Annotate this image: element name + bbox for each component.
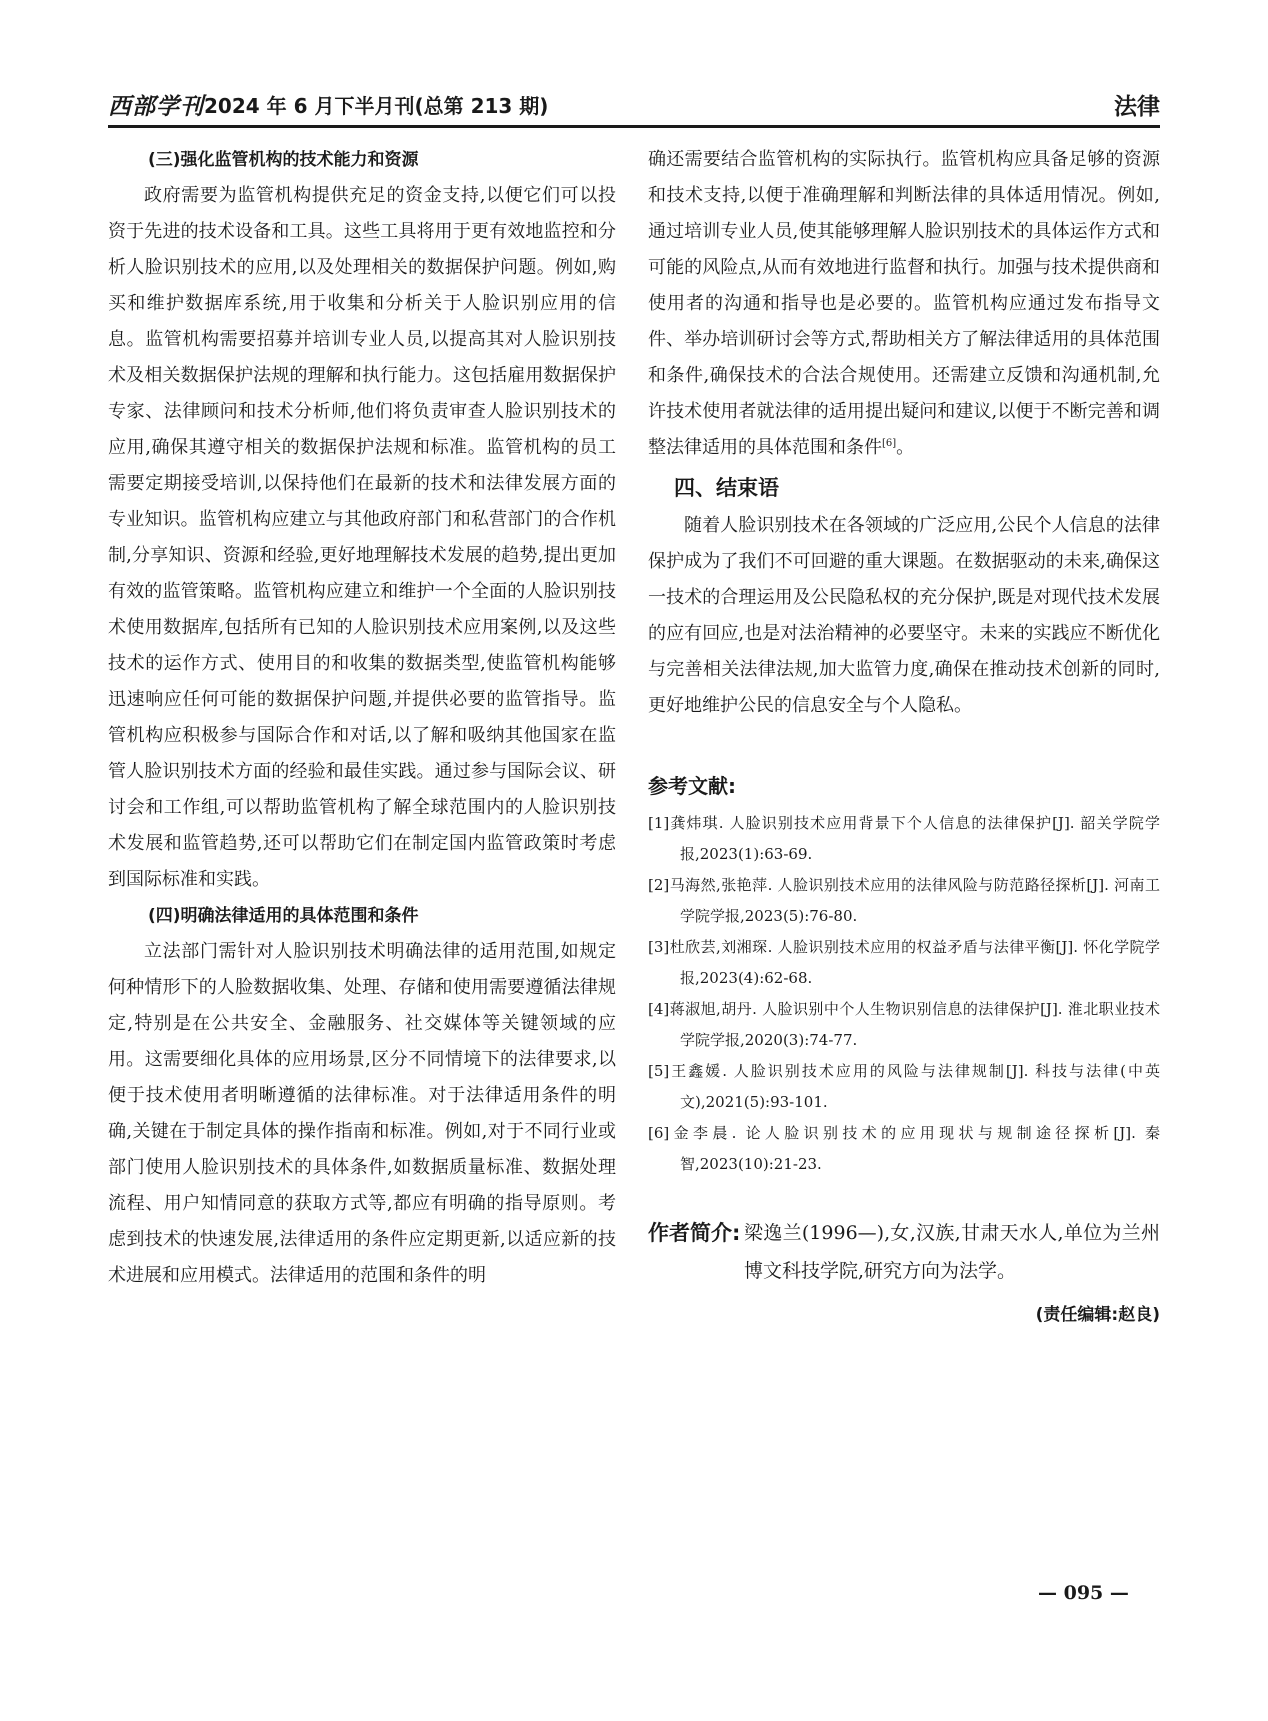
- paragraph-continued: [648, 142, 1160, 466]
- conclusion-paragraph: 随着人脸识别技术在各领域的广泛应用,公民个人信息的法律保护成为了我们不可回避的重大课题。在数据驱动的未来,确保这一技术的合理运用及公民隐私权的充分保护,既是对现代技术发展的应有回应,也是对法治精神的必要坚守。未来的实践应不断优化与完善相关法律法规,加大监管力度,确保在推动技术创新的同时,更好地维护公民的信息安全与个人隐私。: [648, 515, 1160, 716]
- conclusion-heading: 四、结束语: [674, 476, 779, 500]
- reference-1: [1]龚炜琪. 人脸识别技术应用背景下个人信息的法律保护[J]. 韶关学院学报,2023(1):63-69.: [648, 814, 1160, 863]
- paragraph-continued-end: 。: [896, 437, 915, 458]
- paragraph-3: 政府需要为监管机构提供充足的资金支持,以便它们可以投资于先进的技术设备和工具。这些工具将用于更有效地监控和分析人脸识别技术的应用,以及处理相关的数据保护问题。例如,购买和维护数据库系统,用于收集和分析关于人脸识别应用的信息。监管机构需要招募并培训专业人员,以提高其对人脸识别技术及相关数据保护法规的理解和执行能力。这包括雇用数据保护专家、法律顾问和技术分析师,他们将负责审查人脸识别技术的应用,确保其遵守相关的数据保护法规和标准。监管机构的员工需要定期接受培训,以保持他们在最新的技术和法律发展方面的专业知识。监管机构应建立与其他政府部门和私营部门的合作机制,分享知识、资源和经验,更好地理解技术发展的趋势,提出更加有效的监管策略。监管机构应建立和维护一个全面的人脸识别技术使用数据库,包括所有已知的人脸识别技术应用案例,以及这些技术的运作方式、使用目的和收集的数据类型,使监管机构能够迅速响应任何可能的数据保护问题,并提供必要的监管指导。监管机构应积极参与国际合作和对话,以了解和吸纳其他国家在监管人脸识别技术方面的经验和最佳实践。通过参与国际会议、研讨会和工作组,可以帮助监管机构了解全球范围内的人脸识别技术发展和监管趋势,还可以帮助它们在制定国内监管政策时考虑到国际标准和实践。: [108, 185, 616, 890]
- paragraph-4: 立法部门需针对人脸识别技术明确法律的适用范围,如规定何种情形下的人脸数据收集、处理、存储和使用需要遵循法律规定,特别是在公共安全、金融服务、社交媒体等关键领域的应用。这需要细化具体的应用场景,区分不同情境下的法律要求,以便于技术使用者明晰遵循的法律标准。对于法律适用条件的明确,关键在于制定具体的操作指南和标准。例如,对于不同行业或部门使用人脸识别技术的具体条件,如数据质量标准、数据处理流程、用户知情同意的获取方式等,都应有明确的指导原则。考虑到技术的快速发展,法律适用的条件应定期更新,以适应新的技术进展和应用模式。法律适用的范围和条件的明: [108, 941, 616, 1286]
- section-heading-3: (三)强化监管机构的技术能力和资源: [148, 150, 419, 170]
- references-title: 参考文献:: [648, 774, 736, 798]
- paragraph-continued-text: 确还需要结合监管机构的实际执行。监管机构应具备足够的资源和技术支持,以便于准确理解和判断法律的具体适用情况。例如,通过培训专业人员,使其能够理解人脸识别技术的具体运作方式和可能的风险点,从而有效地进行监督和执行。加强与技术提供商和使用者的沟通和指导也是必要的。监管机构应通过发布指导文件、举办培训研讨会等方式,帮助相关方了解法律适用的具体范围和条件,确保技术的合法合规使用。还需建立反馈和沟通机制,允许技术使用者就法律的适用提出疑问和建议,以便于不断完善和调整法律适用的具体范围和条件: [648, 149, 1160, 458]
- citation-6: [6]: [882, 438, 897, 449]
- section-name: 法律: [1114, 94, 1160, 120]
- reference-6: [6]金李晨. 论人脸识别技术的应用现状与规制途径探析[J]. 秦智,2023(10):21-23.: [648, 1124, 1160, 1173]
- author-label: 作者简介:: [648, 1221, 741, 1245]
- right-column: [648, 142, 1160, 1325]
- reference-2: [2]马海然,张艳萍. 人脸识别技术应用的法律风险与防范路径探析[J]. 河南工学院学报,2023(5):76-80.: [648, 876, 1160, 925]
- reference-5: [5]王鑫媛. 人脸识别技术应用的风险与法律规制[J]. 科技与法律(中英文),2021(5):93-101.: [648, 1062, 1160, 1111]
- reference-3: [3]杜欣芸,刘湘琛. 人脸识别技术应用的权益矛盾与法律平衡[J]. 怀化学院学报,2023(4):62-68.: [648, 938, 1160, 987]
- page-number: — 095 —: [1038, 1582, 1129, 1604]
- page-header: [108, 82, 1160, 122]
- journal-logo: 西部学刊: [108, 93, 204, 120]
- reference-4: [4]蒋淑旭,胡丹. 人脸识别中个人生物识别信息的法律保护[J]. 淮北职业技术学院学报,2020(3):74-77.: [648, 1000, 1160, 1049]
- header-rule: [108, 125, 1160, 128]
- left-column: [108, 142, 616, 1294]
- issue-info: 2024 年 6 月下半月刊(总第 213 期): [204, 94, 549, 118]
- author-bio: [648, 1214, 1160, 1290]
- section-heading-4: (四)明确法律适用的具体范围和条件: [148, 906, 419, 926]
- author-text: 梁逸兰(1996—),女,汉族,甘肃天水人,单位为兰州博文科技学院,研究方向为法学。: [744, 1222, 1160, 1282]
- responsible-editor: (责任编辑:赵良): [1035, 1305, 1160, 1325]
